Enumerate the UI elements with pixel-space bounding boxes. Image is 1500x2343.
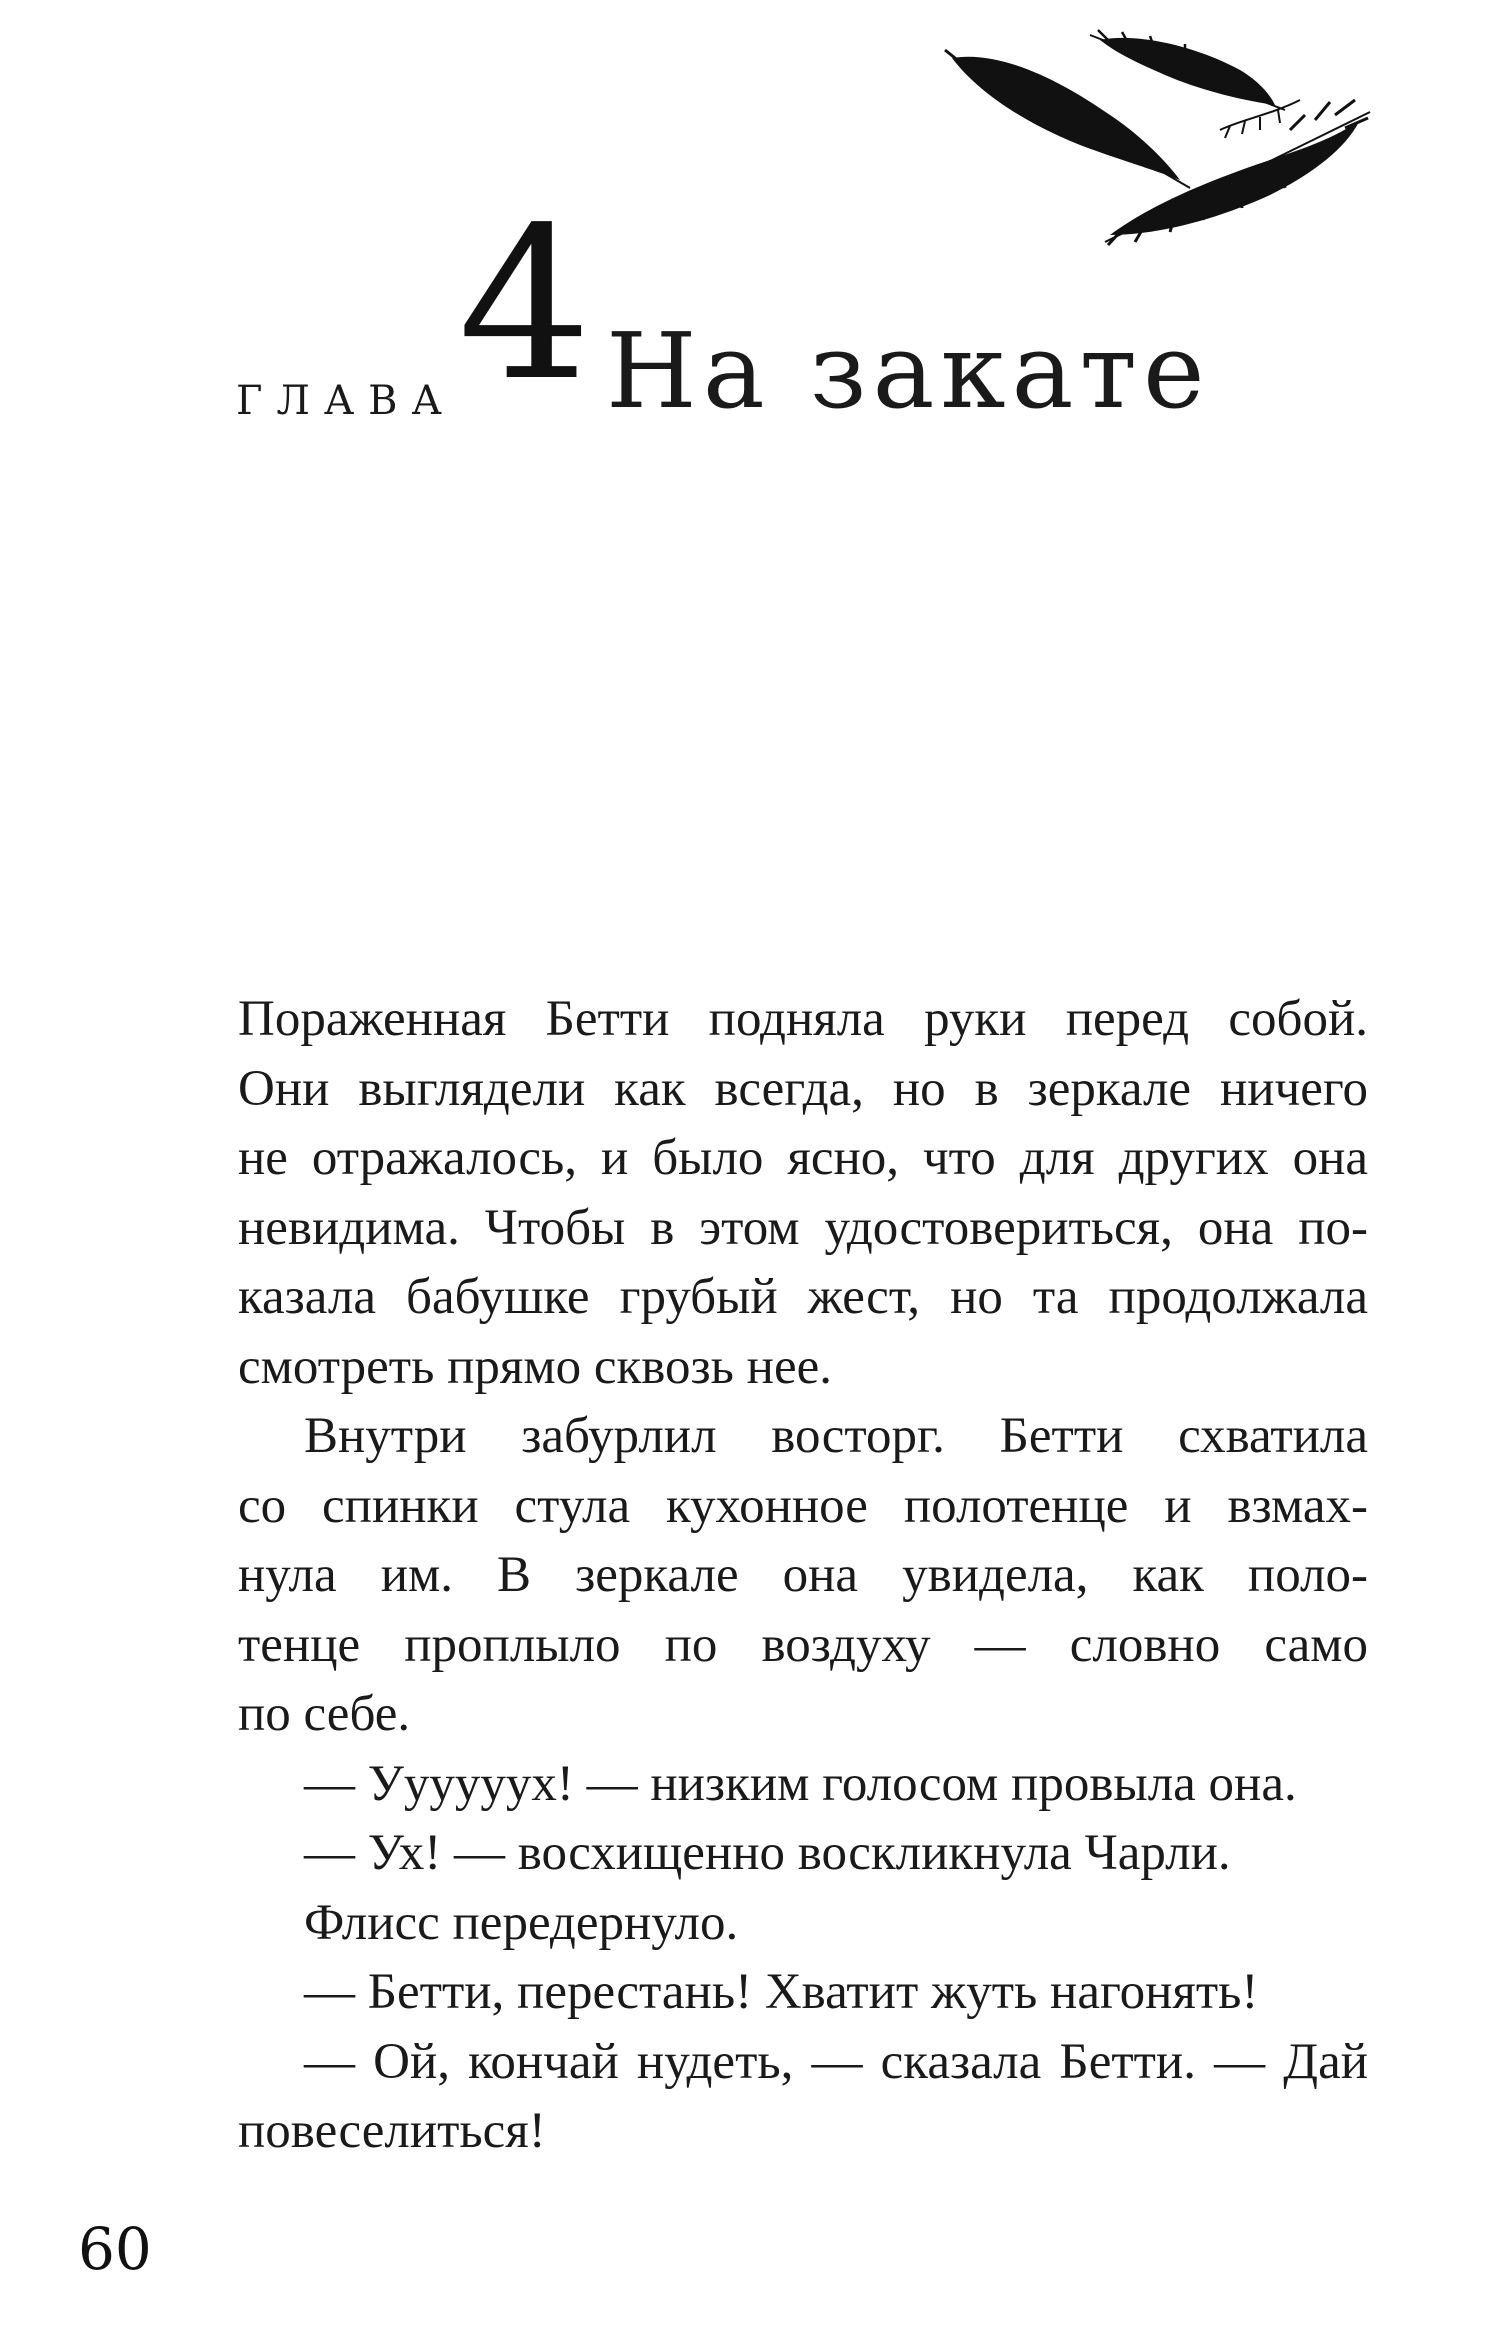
- text-line: — Бетти, перестань! Хватит жуть нагонять!: [304, 1964, 1259, 2020]
- text-line: казала бабушке грубый жест, но та продолжала: [238, 1269, 1368, 1325]
- chapter-title: На закате: [606, 310, 1211, 432]
- text-line: невидима. Чтобы в этом удостовериться, она по-: [238, 1199, 1368, 1256]
- text-line: Внутри забурлил восторг. Бетти схватила: [304, 1408, 1368, 1464]
- text-line: смотреть прямо сквозь нее.: [238, 1338, 832, 1395]
- chapter-label: ГЛАВА: [236, 378, 456, 424]
- chapter-number: 4: [458, 182, 592, 427]
- text-line: нула им. В зеркале она увидела, как поло-: [238, 1547, 1368, 1603]
- text-line: по себе.: [238, 1686, 411, 1742]
- text-line: Они выглядели как всегда, но в зеркале ничего: [238, 1060, 1368, 1117]
- text-line: — Уууууух! — низким голосом провыла она.: [304, 1755, 1297, 1812]
- text-line: со спинки стула кухонное полотенце и взмах-: [238, 1477, 1368, 1534]
- text-line: тенце проплыло по воздуху — словно само: [238, 1616, 1368, 1673]
- text-line: Пораженная Бетти подняла руки перед собой.: [238, 991, 1368, 1047]
- text-line: повеселиться!: [238, 2103, 546, 2159]
- page-number: 60: [78, 2215, 152, 2283]
- text-line: — Ух! — восхищенно воскликнула Чарли.: [304, 1825, 1231, 1881]
- text-line: — Ой, кончай нудеть, — сказала Бетти. — Дай: [304, 2033, 1368, 2090]
- body-text: [238, 985, 1368, 2167]
- text-line: Флисс передернуло.: [304, 1894, 739, 1951]
- chapter-heading: [236, 182, 1336, 450]
- text-line: не отражалось, и было ясно, что для других она: [238, 1130, 1368, 1186]
